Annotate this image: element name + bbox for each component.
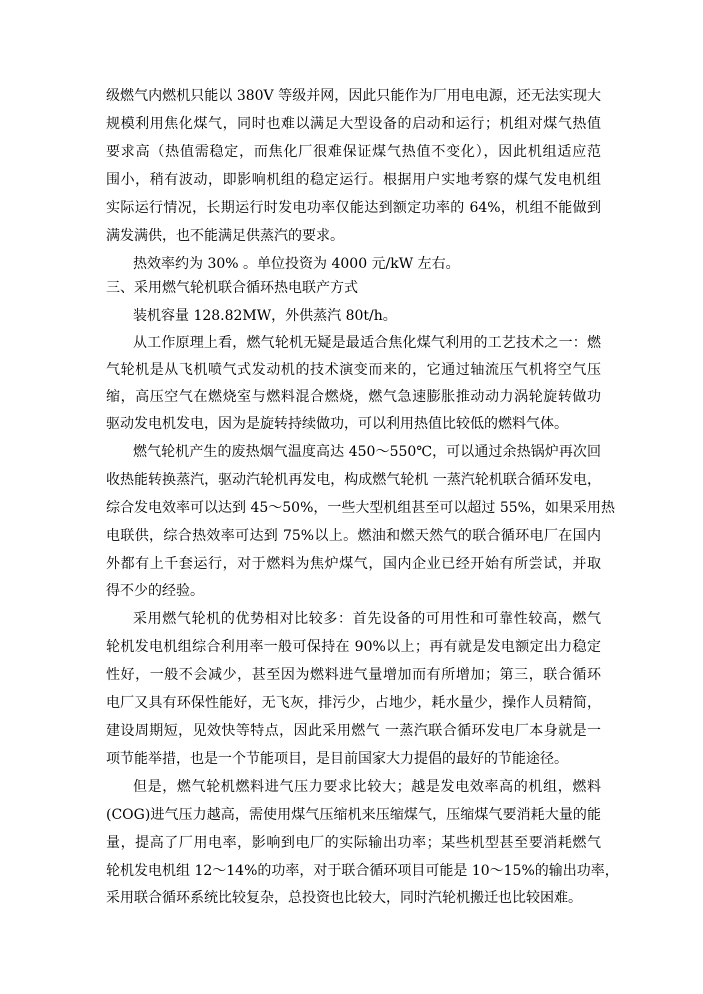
- drawbacks-line-3: 量，提高了厂用电率，影响到电厂的实际输出功率；某些机型甚至要消耗燃气: [106, 835, 601, 851]
- paragraph-1-line-4: 围小，稍有波动，即影响机组的稳定运行。根据用户实地考察的煤气发电机组: [106, 172, 601, 188]
- principle-line-3: 缩，高压空气在燃烧室与燃料混合燃烧，燃气急速膨胀推动动力涡轮旋转做功: [106, 389, 601, 405]
- drawbacks-line-5: 采用联合循环系统比较复杂，总投资也比较大，同时汽轮机搬迁也比较困难。: [106, 890, 582, 906]
- advantages-line-2: 轮机发电机组综合利用率一般可保持在 90%以上；再有就是发电额定出力稳定: [106, 639, 601, 655]
- advantages-line-6: 项节能举措，也是一个节能项目，是目前国家大力提倡的最好的节能途径。: [106, 751, 568, 767]
- waste-heat-line-5: 外都有上千套运行，对于燃料为焦炉煤气，国内企业已经开始有所尝试，并取: [106, 556, 601, 572]
- advantages-line-3: 性好，一般不会减少，甚至因为燃料进气量增加而有所增加；第三，联合循环: [106, 667, 601, 683]
- waste-heat-line-4: 电联供，综合热效率可达到 75%以上。燃油和燃天然气的联合循环电厂在国内: [106, 528, 601, 544]
- waste-heat-line-3: 综合发电效率可以达到 45～50%，一些大型机组甚至可以超过 55%，如果采用热: [106, 500, 615, 516]
- section-heading: 三、采用燃气轮机联合循环热电联产方式: [106, 280, 358, 296]
- efficiency-line: 热效率约为 30% 。单位投资为 4000 元/kW 左右。: [133, 256, 460, 272]
- advantages-line-5: 建设周期短，见效快等特点，因此采用燃气 一蒸汽联合循环发电厂本身就是一: [106, 723, 601, 739]
- paragraph-1-line-3: 要求高（热值需稳定，而焦化厂很难保证煤气热值不变化），因此机组适应范: [106, 144, 601, 160]
- waste-heat-line-6: 得不少的经验。: [106, 583, 204, 599]
- paragraph-1-line-6: 满发满供，也不能满足供蒸汽的要求。: [106, 228, 344, 244]
- principle-line-2: 气轮机是从飞机喷气式发动机的技术演变而来的，它通过轴流压气机将空气压: [106, 362, 601, 378]
- drawbacks-line-2: (COG)进气压力越高，需使用煤气压缩机来压缩煤气，压缩煤气要消耗大量的能: [106, 807, 601, 823]
- advantages-line-4: 电厂又具有环保性能好，无飞灰，排污少，占地少，耗水量少，操作人员精简，: [106, 695, 601, 711]
- drawbacks-line-4: 轮机发电机组 12～14%的功率，对于联合循环项目可能是 10～15%的输出功率，: [106, 863, 619, 879]
- drawbacks-line-1: 但是，燃气轮机燃料进气压力要求比较大；越是发电效率高的机组，燃料: [133, 779, 601, 795]
- waste-heat-line-1: 燃气轮机产生的废热烟气温度高达 450～550℃，可以通过余热锅炉再次回: [133, 444, 601, 460]
- paragraph-1-line-1: 级燃气内燃机只能以 380V 等级并网，因此只能作为厂用电电源，还无法实现大: [106, 88, 601, 104]
- principle-line-4: 驱动发电机发电，因为是旋转持续做功，可以利用热值比较低的燃料气体。: [106, 416, 568, 432]
- paragraph-1-line-5: 实际运行情况，长期运行时发电功率仅能达到额定功率的 64%，机组不能做到: [106, 200, 601, 216]
- principle-line-1: 从工作原理上看，燃气轮机无疑是最适合焦化煤气利用的工艺技术之一：燃: [133, 335, 601, 351]
- paragraph-1-line-2: 规模利用焦化煤气，同时也难以满足大型设备的启动和运行；机组对煤气热值: [106, 116, 601, 132]
- capacity-line: 装机容量 128.82MW，外供蒸汽 80t/h。: [133, 308, 397, 324]
- advantages-line-1: 采用燃气轮机的优势相对比较多：首先设备的可用性和可靠性较高，燃气: [133, 611, 601, 627]
- waste-heat-line-2: 收热能转换蒸汽，驱动汽轮机再发电，构成燃气轮机 一蒸汽轮机联合循环发电，: [106, 472, 601, 488]
